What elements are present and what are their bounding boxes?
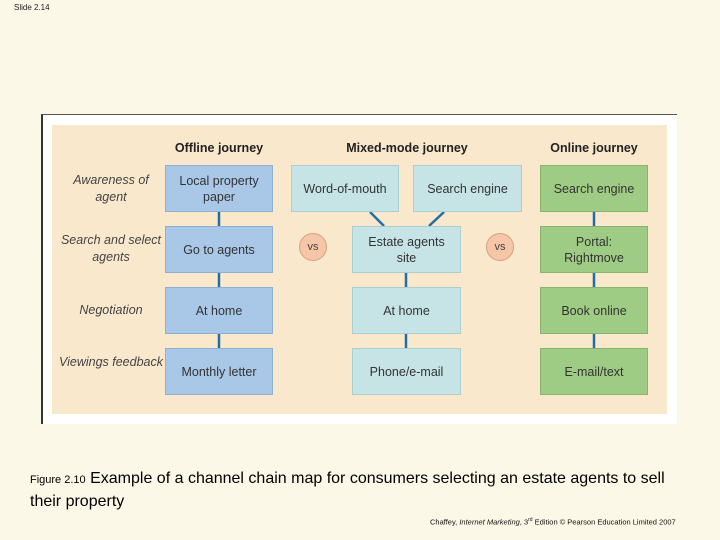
vs-badge-left: vs — [299, 233, 327, 261]
figure-number: Figure 2.10 — [30, 474, 86, 486]
source-credit — [430, 517, 676, 527]
offline-box-at-home: At home — [165, 287, 273, 334]
row-label-search-select: Search and select agents — [60, 233, 162, 264]
vs-badge-right: vs — [486, 233, 514, 261]
column-header-mixed: Mixed-mode journey — [346, 141, 468, 155]
online-box-search-engine: Search engine — [540, 165, 648, 212]
mixed-box-at-home: At home — [352, 287, 461, 334]
offline-box-local-property-paper: Local property paper — [165, 165, 273, 212]
caption-text: Example of a channel chain map for consumers selecting an estate agents to sell their property — [30, 470, 665, 510]
figure-caption — [30, 468, 690, 513]
row-label-negotiation: Negotiation — [79, 303, 143, 317]
credit-rest: Edition © Pearson Education Limited 2007 — [532, 517, 676, 527]
credit-book-title: Internet Marketing — [459, 517, 520, 527]
column-header-online: Online journey — [550, 141, 638, 155]
offline-box-go-to-agents: Go to agents — [165, 226, 273, 273]
slide-number: Slide 2.14 — [14, 3, 50, 12]
credit-edition-suffix: rd — [528, 517, 533, 523]
mixed-box-word-of-mouth: Word-of-mouth — [291, 165, 399, 212]
online-box-book-online: Book online — [540, 287, 648, 334]
mixed-box-search-engine: Search engine — [413, 165, 522, 212]
row-label-viewings: Viewings feedback — [58, 355, 163, 369]
column-header-offline: Offline journey — [174, 141, 264, 155]
credit-edition-number: , 3 — [519, 517, 529, 527]
mixed-box-estate-agents-site: Estate agents site — [352, 226, 461, 273]
online-box-portal-rightmove: Portal: Rightmove — [540, 226, 648, 273]
mixed-box-phone-email: Phone/e-mail — [352, 348, 461, 395]
credit-author: Chaffey, — [430, 517, 458, 527]
row-label-awareness: Awareness of agent — [73, 173, 149, 204]
offline-box-monthly-letter: Monthly letter — [165, 348, 273, 395]
online-box-email-text: E-mail/text — [540, 348, 648, 395]
